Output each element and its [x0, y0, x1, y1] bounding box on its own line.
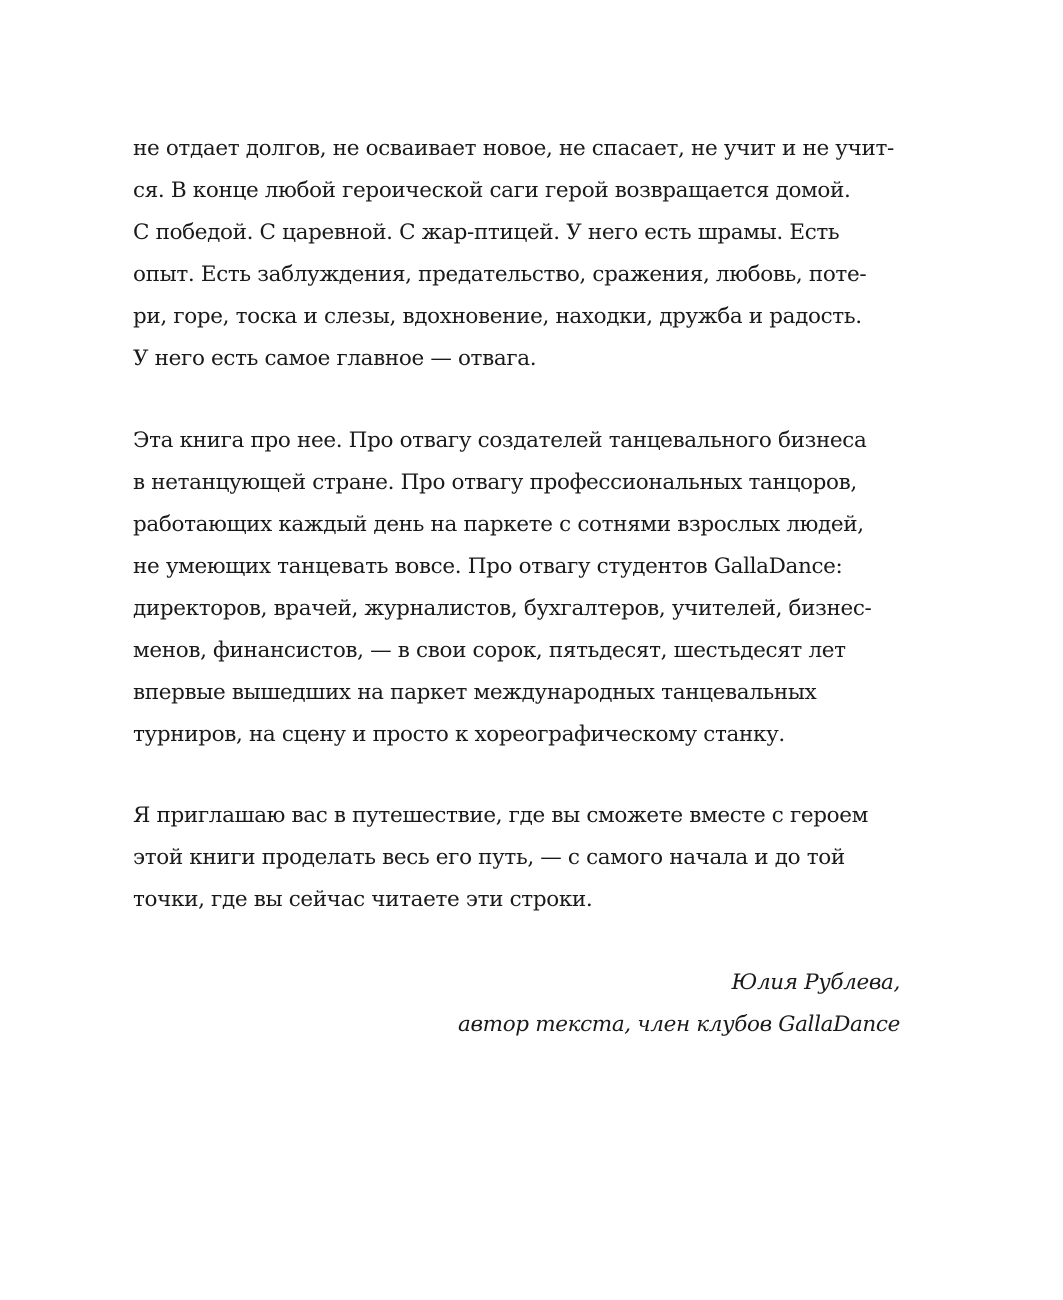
text-line: турниров, на сцену и просто к хореографическому станку. [133, 722, 785, 747]
text-line: не умеющих танцевать вовсе. Про отвагу студентов GallaDance: [133, 554, 843, 579]
text-line: У него есть самое главное — отвага. [133, 346, 537, 371]
author-signature [200, 962, 900, 1046]
paragraph-3 [133, 795, 913, 921]
paragraph-2 [133, 420, 913, 756]
text-line: Я приглашаю вас в путешествие, где вы сможете вместе с героем [133, 803, 869, 828]
text-line: этой книги проделать весь его путь, — с самого начала и до той [133, 845, 845, 870]
text-line: С победой. С царевной. С жар-птицей. У него есть шрамы. Есть [133, 220, 840, 245]
text-line: в нетанцующей стране. Про отвагу профессиональных танцоров, [133, 470, 857, 495]
text-line: опыт. Есть заблуждения, предательство, сражения, любовь, поте- [133, 262, 867, 287]
author-name: Юлия Рублева, [731, 970, 900, 995]
paragraph-1 [133, 128, 913, 380]
text-line: Эта книга про нее. Про отвагу создателей танцевального бизнеса [133, 428, 867, 453]
text-line: точки, где вы сейчас читаете эти строки. [133, 887, 593, 912]
text-line: впервые вышедших на паркет международных танцевальных [133, 680, 817, 705]
text-line: ся. В конце любой героической саги герой возвращается домой. [133, 178, 851, 203]
text-line: работающих каждый день на паркете с сотнями взрослых людей, [133, 512, 864, 537]
author-role: автор текста, член клубов GallaDance [458, 1012, 900, 1037]
text-line: директоров, врачей, журналистов, бухгалтеров, учителей, бизнес- [133, 596, 872, 621]
text-line: ри, горе, тоска и слезы, вдохновение, находки, дружба и радость. [133, 304, 862, 329]
text-line: менов, финансистов, — в свои сорок, пятьдесят, шестьдесят лет [133, 638, 846, 663]
text-line: не отдает долгов, не осваивает новое, не спасает, не учит и не учит- [133, 136, 894, 161]
